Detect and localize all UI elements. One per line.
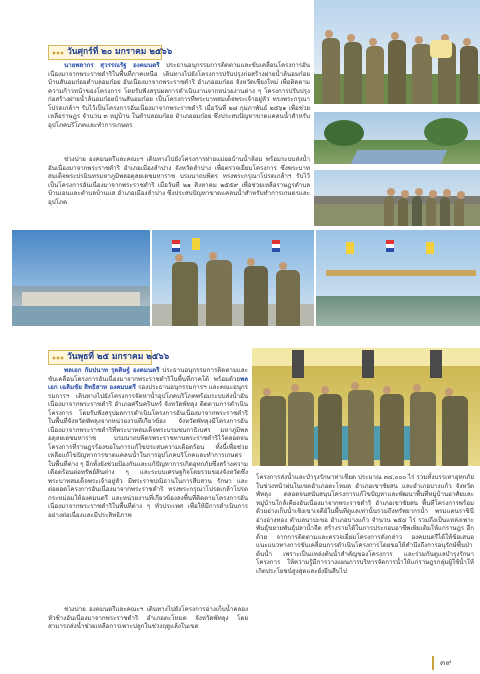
section2-official-name-2: พลเอก เฉลิมชัย สิทธิสาท องคมนตรี	[48, 375, 248, 391]
section2-date: วันพุธที่ ๒๕ มกราคม ๒๕๖๖	[67, 352, 170, 362]
section1-paragraph-2	[48, 156, 310, 220]
section1-date-header	[48, 45, 173, 60]
top-margin	[0, 0, 314, 38]
header-dots-icon	[52, 50, 64, 56]
photo-officials-flags	[152, 230, 314, 326]
section2-paragraph-3	[256, 474, 474, 644]
photo-officials-group	[314, 0, 480, 104]
section1-official-name: นายพลากร สุวรรณรัฐ องคมนตรี	[64, 62, 160, 69]
photo-weir-crowd	[314, 170, 480, 226]
section2-date-header	[48, 350, 170, 365]
section1-paragraph-1	[48, 62, 310, 154]
section1-date: วันศุกร์ที่ ๒๐ มกราคม ๒๕๖๖	[67, 47, 173, 57]
section2-p2-text: ช่วงบ่าย องคมนตรีและคณะฯ เดินทางไปยังโครงการอ่างเก็บน้ำคลองหัวช้างอันเนื่องมาจากพระราชดำริ อำเภอตะโหมด จังหวัดพัทลุง โดยสามารถส่งน้ำช่วยเหลือการเพาะปลูกในช่วงฤดูแล้งในเขต	[48, 606, 248, 630]
section2-paragraph-1	[48, 367, 248, 604]
page-number-text: ๓๙	[440, 658, 452, 667]
section2-p3-text: โครงการส่งน้ำและบำรุงรักษาท่าเชียด ประมาณ ๓๔,๐๐๐ ไร่ รวมทั้งบรรเทาอุทกภัยในช่วงหน้าฝนในเขตอำเภอตะโหมด อำเภอเขาชัยสน และอำเภอบางแก้ว จังหวัดพัทลุง ตลอดจนสนับสนุนโครงการแก้ไขปัญหาและพัฒนาพื้นที่หมู่บ้านอาศัยและหมู่บ้านใกล้เคียงอันเนื่องมาจากพระราชดำริ อำเภอเขาชัยสน พื้นที่โครงการพร้อมด้วยอ่างเก็บน้ำเชิงเขาเจดีย์ในพื้นที่ดูแลเท่านั้นรวมถึงทรัพยากรน้ำ พรมแดนราชินีอ่างอ่างทอง ตำบลนาปะขอ อำเภอบางแก้ว จำนวน ๒๕๔ ไร่ รวมถึงเป็นแหล่งเพาะพันธุ์ขยายพันธุ์ปลาน้ำจืด สร้างรายได้ในการประกอบอาชีพเพิ่มเติมให้แก่ราษฎร อีกด้วย จากการติดตามและตรวจเยี่ยมโครงการดังกล่าว องคมนตรีได้ให้ข้อเสนอแนะแนวทางการขับเคลื่อนการดำเนินโครงการโดยขอให้คำนึงถึงการอนุรักษ์พื้นป่าต้นน้ำ เพราะเป็นแหล่งต้นน้ำสำคัญของโครงการ และร่วมกันดูแลบำรุงรักษาโครงการ ให้ความรู้มีการวางแผนการบริหารจัดการน้ำให้แก่ราษฎรกลุ่มผู้ใช้น้ำให้เกิดประโยชน์สูงสุดและยั่งยืนสืบไป	[256, 474, 474, 575]
photo-dam-spillway	[12, 230, 150, 326]
photo-officials-release-fish	[252, 348, 480, 466]
section1-p2-text: ช่วงบ่าย องคมนตรีและคณะฯ เดินทางไปยังโครงการฝายแม่ออบ้านน้ำล้อม พร้อมระบบส่งน้ำ อันเนื่องมาจากพระราชดำริ อำเภอเมืองลำปาง จังหวัดลำปาง เพื่อตรวจเยี่ยมโครงการ ซึ่งพระบาทสมเด็จพระปรมินทรมหาภูมิพลอดุลยเดชมหาราช บรมนาถบพิตร ทรงพระกรุณาโปรดเกล้าฯ รับไว้เป็นโครงการอันเนื่องมาจากพระราชดำริ เมื่อวันที่ ๒๑ สิงหาคม ๒๕๕๙ เพื่อช่วยเหลือราษฎรตำบลบ้านเอนและตำบลบ้านแส อำเภอเมืองลำปาง ซึ่งประสบปัญหาขาดแคลนน้ำสำหรับทำการเกษตรและอุปโภค	[48, 156, 310, 206]
page-number	[432, 656, 468, 670]
header-dots-icon	[52, 355, 64, 361]
section1-p1-text: ประธานอนุกรรมการติดตามและขับเคลื่อนโครงการอันเนื่องมาจากพระราชดำริในพื้นที่ภาคเหนือ เดินทางไปยังโครงการปรับปรุงก่อสร้างฝายน้ำล้นอมก๋อยบ้านสันอมก๋อยตำบลอมก๋อย อันเนื่องมาจากพระราชดำริ อำเภออมก๋อย จังหวัดเชียงใหม่ เพื่อติดตามความก้าวหน้าของโครงการ โดยรับฟังสรุปผลการดำเนินงานจากหน่วยงานต่าง ๆ โครงการปรับปรุงก่อสร้างฝายน้ำล้นอมก๋อยบ้านสันอมก๋อย เป็นโครงการที่พระบาทสมเด็จพระเจ้าอยู่หัว ทรงพระกรุณาโปรดเกล้าฯ รับไว้เป็นโครงการอันเนื่องมาจากพระราชดำริ เมื่อวันที่ ๒๘ กุมภาพันธ์ ๒๕๖๑ เพื่อช่วยเหลือราษฎร จำนวน ๓ หมู่บ้าน ในตำบลอมก๋อย อำเภออมก๋อย ซึ่งประสบปัญหาขาดแคลนน้ำสำหรับอุปโภคบริโภคและทำการเกษตร	[48, 62, 310, 129]
section2-official-name: พลเอก กัมปนาท รุดดิษฐ์ องคมนตรี	[64, 367, 160, 374]
section2-p1-mid: ประธานอนุกรรมการติดตามและขับเคลื่อนโครงการอันเนื่องมาจากพระราชดำริในพื้นที่ภาคใต้ พร้อมด้วย	[48, 367, 248, 383]
photo-river-flags	[316, 230, 480, 326]
section2-paragraph-2	[48, 606, 248, 646]
photo-canal	[314, 112, 480, 164]
section2-p1-text: รองประธานอนุกรรมการฯ และคณะอนุกรรมการฯ เดินทางไปยังโครงการจัดหาน้ำอุปโภคบริโภคพร้อมระบบส่งน้ำอันเนื่องมาจากพระราชดำริ อำเภอศรีนครินทร์ จังหวัดพัทลุง ติดตามการดำเนินโครงการ โดยรับฟังสรุปผลการดำเนินโครงการอันเนื่องมาจากพระราชดำริในพื้นที่จังหวัดพัทลุงจากหน่วยงานที่เกี่ยวข้อง จังหวัดพัทลุงมีโครงการอันเนื่องมาจากพระราชดำริที่พระบาทสมเด็จพระบรมชนกาธิเบศร มหาภูมิพลอดุลยเดชมหาราช บรมนาถบพิตรพระราชทานพระราชดำริไว้ตลอดจนโครงการที่ราษฎรร้องขอในการแก้ไขประสบความเดือดร้อน ทั้งนี้เพื่อช่วยเหลือแก้ไขปัญหาการขาดแคลนน้ำในการอุปโภคบริโภคและทำการเกษตรในพื้นที่ต่าง ๆ อีกทั้งยังช่วยป้องกันและแก้ปัญหาการเกิดอุทกภัยซึ่งสร้างความเดือดร้อนต่อทรัพย์สินต่าง ๆ และระบบเศรษฐกิจโดยรวมของจังหวัดซึ่งพระบาทสมเด็จพระเจ้าอยู่หัว มีพระราชปณิธานในการสืบสาน รักษา และต่อยอดโครงการอันเนื่องมาจากพระราชดำริ ทรงพระกรุณาโปรดเกล้าโปรดกระหม่อมให้องคมนตรี และหน่วยงานที่เกี่ยวข้องลงพื้นที่ติดตามโครงการอันเนื่องมาจากพระราชดำริในพื้นที่ต่าง ๆ ทั่วประเทศ เพื่อให้มีการดำเนินการอย่างต่อเนื่องและมีประสิทธิภาพ	[48, 384, 248, 519]
